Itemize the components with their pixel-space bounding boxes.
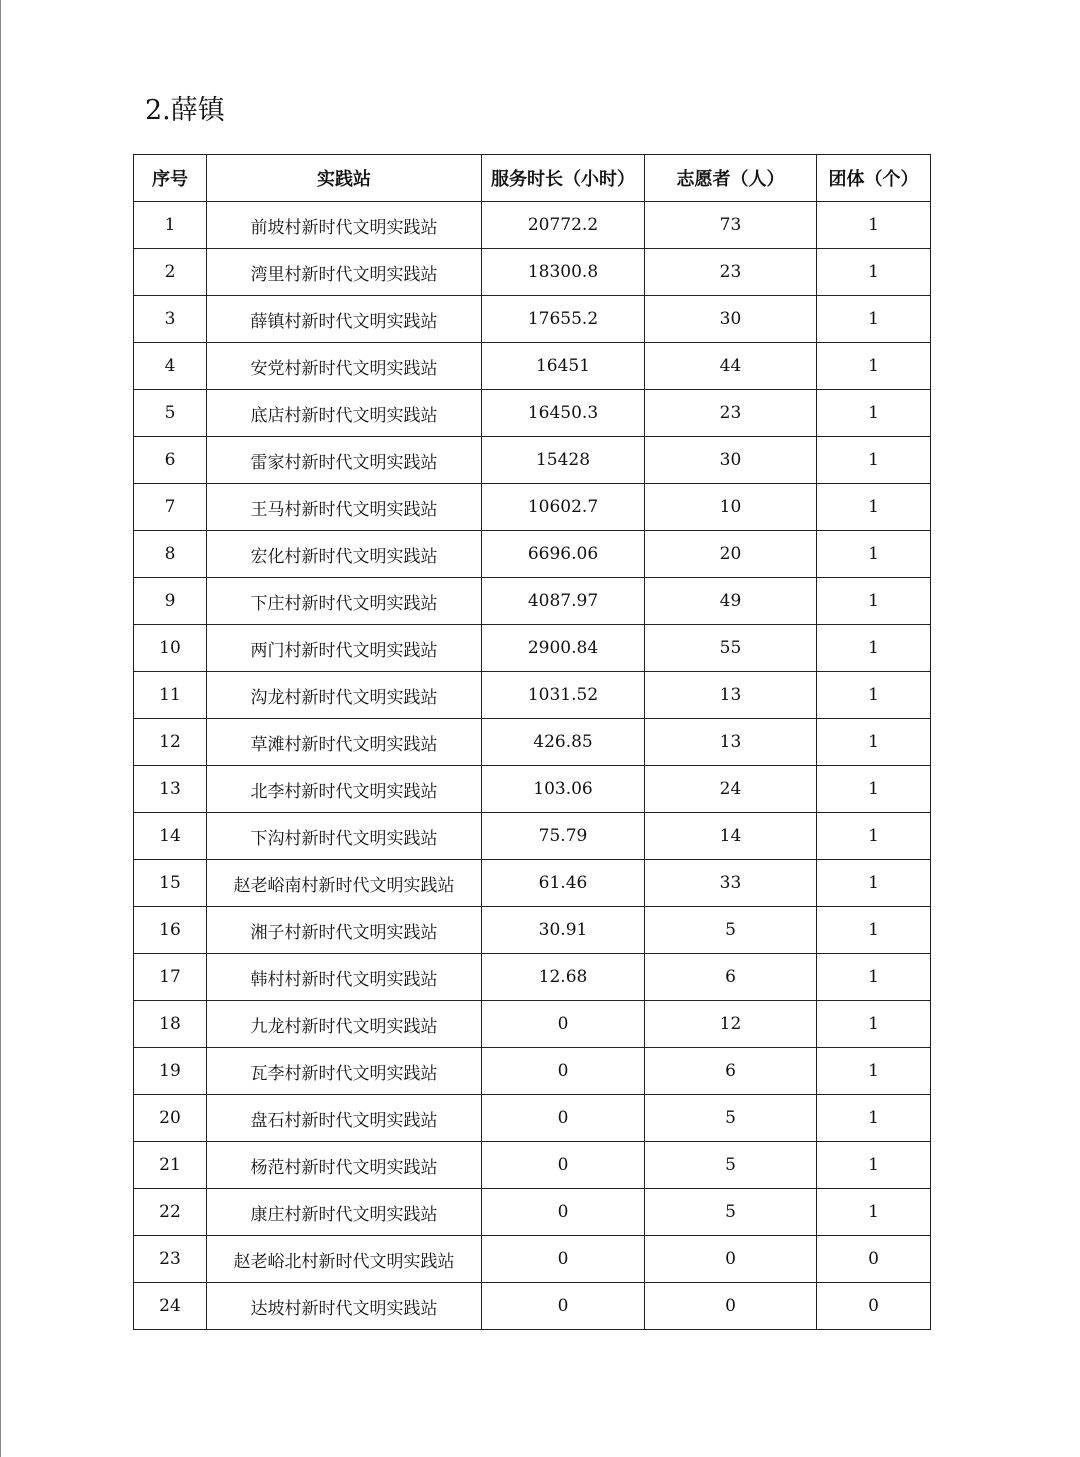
table-row xyxy=(134,484,931,531)
cell-station: 赵老峪北村新时代文明实践站 xyxy=(207,1236,482,1283)
cell-station: 北李村新时代文明实践站 xyxy=(207,766,482,813)
table-row xyxy=(134,1048,931,1095)
cell-volunteers: 30 xyxy=(645,296,817,343)
cell-index: 4 xyxy=(134,343,207,390)
cell-service-hours: 0 xyxy=(482,1095,645,1142)
cell-volunteers: 6 xyxy=(645,1048,817,1095)
table-row xyxy=(134,625,931,672)
cell-service-hours: 2900.84 xyxy=(482,625,645,672)
cell-volunteers: 5 xyxy=(645,1095,817,1142)
table-row xyxy=(134,1236,931,1283)
cell-groups: 0 xyxy=(817,1283,931,1330)
cell-groups: 1 xyxy=(817,1095,931,1142)
table-row xyxy=(134,766,931,813)
cell-volunteers: 12 xyxy=(645,1001,817,1048)
cell-service-hours: 0 xyxy=(482,1142,645,1189)
cell-service-hours: 0 xyxy=(482,1001,645,1048)
cell-index: 20 xyxy=(134,1095,207,1142)
table-row xyxy=(134,907,931,954)
cell-groups: 1 xyxy=(817,907,931,954)
cell-groups: 1 xyxy=(817,249,931,296)
cell-groups: 1 xyxy=(817,1048,931,1095)
cell-station: 湘子村新时代文明实践站 xyxy=(207,907,482,954)
cell-index: 5 xyxy=(134,390,207,437)
cell-volunteers: 5 xyxy=(645,1142,817,1189)
cell-groups: 1 xyxy=(817,484,931,531)
header-index: 序号 xyxy=(134,155,207,202)
cell-groups: 1 xyxy=(817,954,931,1001)
cell-service-hours: 0 xyxy=(482,1048,645,1095)
cell-volunteers: 30 xyxy=(645,437,817,484)
cell-index: 1 xyxy=(134,202,207,249)
table-row xyxy=(134,531,931,578)
table-row xyxy=(134,578,931,625)
cell-index: 2 xyxy=(134,249,207,296)
cell-volunteers: 24 xyxy=(645,766,817,813)
cell-volunteers: 0 xyxy=(645,1236,817,1283)
cell-station: 薛镇村新时代文明实践站 xyxy=(207,296,482,343)
cell-volunteers: 20 xyxy=(645,531,817,578)
cell-groups: 1 xyxy=(817,813,931,860)
cell-volunteers: 33 xyxy=(645,860,817,907)
cell-station: 王马村新时代文明实践站 xyxy=(207,484,482,531)
table-row xyxy=(134,249,931,296)
cell-index: 22 xyxy=(134,1189,207,1236)
cell-groups: 1 xyxy=(817,343,931,390)
cell-service-hours: 15428 xyxy=(482,437,645,484)
table-body xyxy=(134,202,931,1330)
cell-service-hours: 17655.2 xyxy=(482,296,645,343)
cell-service-hours: 61.46 xyxy=(482,860,645,907)
cell-groups: 1 xyxy=(817,296,931,343)
table-row xyxy=(134,719,931,766)
table-row xyxy=(134,437,931,484)
table-row xyxy=(134,1001,931,1048)
cell-volunteers: 10 xyxy=(645,484,817,531)
cell-groups: 1 xyxy=(817,766,931,813)
cell-station: 雷家村新时代文明实践站 xyxy=(207,437,482,484)
cell-groups: 1 xyxy=(817,719,931,766)
header-service-hours: 服务时长（小时） xyxy=(482,155,645,202)
cell-volunteers: 0 xyxy=(645,1283,817,1330)
cell-station: 下庄村新时代文明实践站 xyxy=(207,578,482,625)
cell-index: 21 xyxy=(134,1142,207,1189)
cell-service-hours: 4087.97 xyxy=(482,578,645,625)
cell-station: 达坡村新时代文明实践站 xyxy=(207,1283,482,1330)
table-row xyxy=(134,1189,931,1236)
cell-station: 湾里村新时代文明实践站 xyxy=(207,249,482,296)
cell-station: 九龙村新时代文明实践站 xyxy=(207,1001,482,1048)
cell-groups: 1 xyxy=(817,625,931,672)
cell-volunteers: 6 xyxy=(645,954,817,1001)
cell-station: 两门村新时代文明实践站 xyxy=(207,625,482,672)
cell-station: 安党村新时代文明实践站 xyxy=(207,343,482,390)
cell-station: 康庄村新时代文明实践站 xyxy=(207,1189,482,1236)
practice-station-table xyxy=(133,154,931,1330)
cell-index: 7 xyxy=(134,484,207,531)
table-row xyxy=(134,1095,931,1142)
cell-groups: 0 xyxy=(817,1236,931,1283)
cell-groups: 1 xyxy=(817,578,931,625)
cell-index: 8 xyxy=(134,531,207,578)
cell-volunteers: 55 xyxy=(645,625,817,672)
cell-groups: 1 xyxy=(817,1001,931,1048)
cell-station: 赵老峪南村新时代文明实践站 xyxy=(207,860,482,907)
cell-volunteers: 73 xyxy=(645,202,817,249)
cell-station: 韩村村新时代文明实践站 xyxy=(207,954,482,1001)
table-row xyxy=(134,390,931,437)
table-row xyxy=(134,954,931,1001)
cell-volunteers: 44 xyxy=(645,343,817,390)
cell-index: 3 xyxy=(134,296,207,343)
cell-groups: 1 xyxy=(817,1189,931,1236)
cell-index: 16 xyxy=(134,907,207,954)
cell-service-hours: 18300.8 xyxy=(482,249,645,296)
cell-index: 17 xyxy=(134,954,207,1001)
table-row xyxy=(134,296,931,343)
cell-service-hours: 20772.2 xyxy=(482,202,645,249)
page-left-edge xyxy=(0,0,1,1457)
header-groups: 团体（个） xyxy=(817,155,931,202)
cell-index: 11 xyxy=(134,672,207,719)
cell-station: 草滩村新时代文明实践站 xyxy=(207,719,482,766)
cell-service-hours: 16451 xyxy=(482,343,645,390)
cell-volunteers: 5 xyxy=(645,1189,817,1236)
cell-volunteers: 49 xyxy=(645,578,817,625)
cell-station: 沟龙村新时代文明实践站 xyxy=(207,672,482,719)
table-row xyxy=(134,1142,931,1189)
cell-service-hours: 0 xyxy=(482,1189,645,1236)
cell-groups: 1 xyxy=(817,202,931,249)
cell-groups: 1 xyxy=(817,860,931,907)
table-row xyxy=(134,1283,931,1330)
cell-index: 10 xyxy=(134,625,207,672)
cell-volunteers: 13 xyxy=(645,719,817,766)
cell-volunteers: 14 xyxy=(645,813,817,860)
cell-groups: 1 xyxy=(817,531,931,578)
cell-service-hours: 12.68 xyxy=(482,954,645,1001)
cell-index: 24 xyxy=(134,1283,207,1330)
cell-station: 前坡村新时代文明实践站 xyxy=(207,202,482,249)
cell-service-hours: 1031.52 xyxy=(482,672,645,719)
cell-groups: 1 xyxy=(817,437,931,484)
cell-index: 18 xyxy=(134,1001,207,1048)
cell-service-hours: 16450.3 xyxy=(482,390,645,437)
cell-service-hours: 10602.7 xyxy=(482,484,645,531)
cell-service-hours: 103.06 xyxy=(482,766,645,813)
cell-station: 杨范村新时代文明实践站 xyxy=(207,1142,482,1189)
table-row xyxy=(134,343,931,390)
cell-service-hours: 0 xyxy=(482,1236,645,1283)
cell-index: 23 xyxy=(134,1236,207,1283)
table-header-row xyxy=(134,155,931,202)
cell-service-hours: 30.91 xyxy=(482,907,645,954)
cell-station: 盘石村新时代文明实践站 xyxy=(207,1095,482,1142)
cell-service-hours: 426.85 xyxy=(482,719,645,766)
cell-volunteers: 5 xyxy=(645,907,817,954)
table-row xyxy=(134,672,931,719)
cell-service-hours: 0 xyxy=(482,1283,645,1330)
cell-groups: 1 xyxy=(817,1142,931,1189)
header-station: 实践站 xyxy=(207,155,482,202)
cell-index: 19 xyxy=(134,1048,207,1095)
cell-station: 底店村新时代文明实践站 xyxy=(207,390,482,437)
cell-index: 14 xyxy=(134,813,207,860)
cell-index: 6 xyxy=(134,437,207,484)
table-row xyxy=(134,202,931,249)
section-title: 2.薛镇 xyxy=(145,95,225,126)
cell-groups: 1 xyxy=(817,672,931,719)
cell-volunteers: 23 xyxy=(645,249,817,296)
cell-index: 13 xyxy=(134,766,207,813)
cell-index: 9 xyxy=(134,578,207,625)
table-row xyxy=(134,860,931,907)
cell-service-hours: 75.79 xyxy=(482,813,645,860)
cell-groups: 1 xyxy=(817,390,931,437)
cell-index: 15 xyxy=(134,860,207,907)
cell-service-hours: 6696.06 xyxy=(482,531,645,578)
cell-index: 12 xyxy=(134,719,207,766)
cell-volunteers: 13 xyxy=(645,672,817,719)
cell-station: 瓦李村新时代文明实践站 xyxy=(207,1048,482,1095)
header-volunteers: 志愿者（人） xyxy=(645,155,817,202)
cell-station: 宏化村新时代文明实践站 xyxy=(207,531,482,578)
table-row xyxy=(134,813,931,860)
cell-station: 下沟村新时代文明实践站 xyxy=(207,813,482,860)
cell-volunteers: 23 xyxy=(645,390,817,437)
